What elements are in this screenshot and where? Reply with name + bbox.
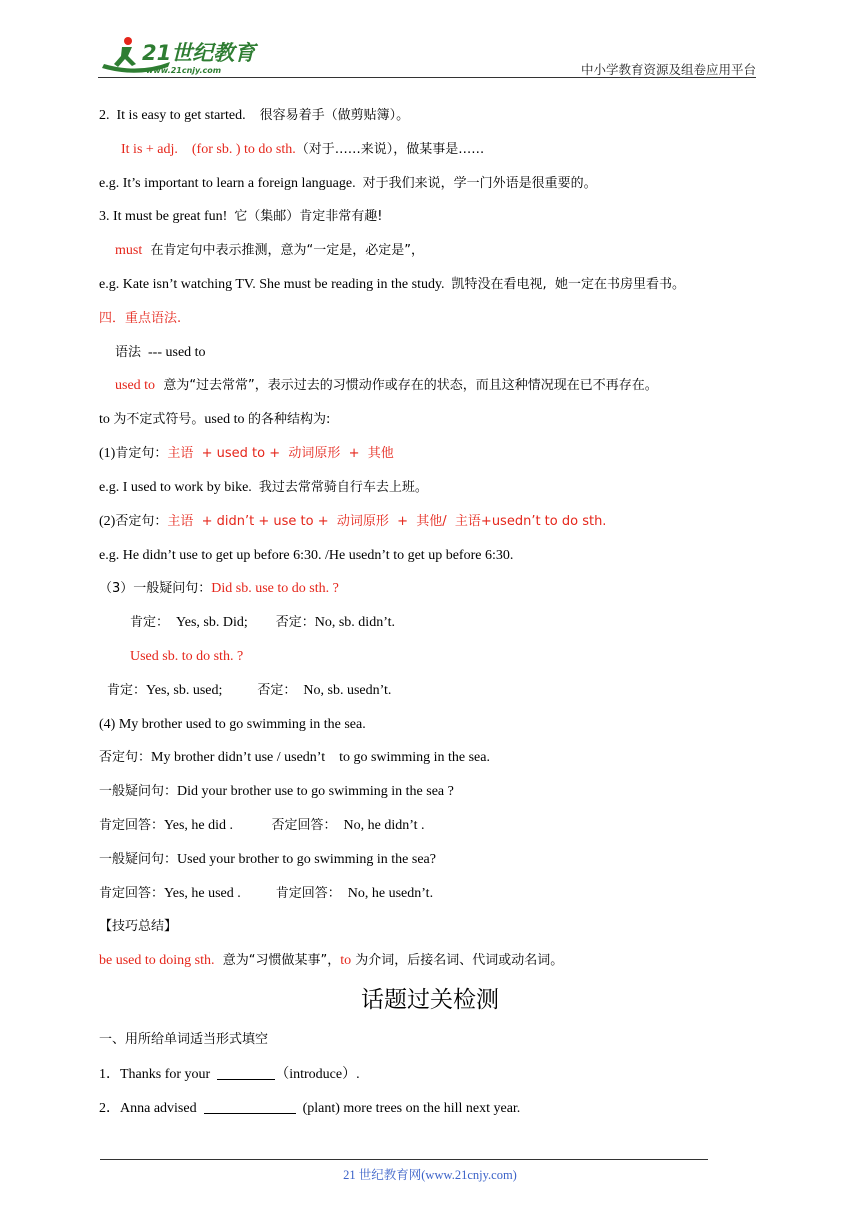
line-9: used to 意为“过去常常”，表示过去的习惯动作或存在的状态，而且这种情况现在已不再存在。 (115, 378, 658, 393)
line-21: 一般疑问句：Did your brother use to go swimming in the sea ? (99, 784, 454, 799)
page-header (98, 32, 756, 78)
tips-summary-heading: 【技巧总结】 (99, 919, 178, 934)
svg-text:21世纪教育: 21世纪教育 (142, 41, 256, 65)
line-23: 一般疑问句：Used your brother to go swimming in the sea? (99, 852, 436, 867)
line-20: 否定句：My brother didn’t use / usedn’t to go swimming in the sea. (99, 750, 490, 765)
line-3: e.g. It’s important to learn a foreign language. 对于我们来说，学一门外语是很重要的。 (99, 176, 597, 191)
section-heading-grammar: 四．重点语法. (99, 311, 182, 326)
question-1: 1．Thanks for your （introduce）. (99, 1067, 360, 1082)
line-22: 肯定回答：Yes, he did . 否定回答： No, he didn’t . (99, 818, 425, 833)
line-24: 肯定回答：Yes, he used . 肯定回答： No, he usedn’t. (99, 886, 434, 901)
line-16: 肯定： Yes, sb. Did; 否定：No, sb. didn’t. (130, 615, 395, 630)
footer-divider (100, 1159, 708, 1160)
line-12: e.g. I used to work by bike. 我过去常常骑自行车去上班。 (99, 480, 428, 495)
svg-text:www.21cnjy.com: www.21cnjy.com (146, 66, 222, 75)
line-6: e.g. Kate isn’t watching TV. She must be reading in the study. 凯特没在看电视, 她一定在书房里看书。 (99, 277, 685, 292)
footer-link[interactable]: 21 世纪教育网(www.21cnjy.com) (343, 1168, 517, 1182)
line-15: （3）一般疑问句：Did sb. use to do sth. ? (99, 581, 339, 596)
line-26: be used to doing sth. 意为“习惯做某事”，to 为介词，后接名词、代词或动名词。 (99, 953, 564, 968)
site-logo (98, 34, 273, 76)
line-18: 肯定：Yes, sb. used; 否定： No, sb. usedn’t. (107, 683, 392, 698)
line-1: 2. It is easy to get started. 很容易着手（做剪贴簿）。 (99, 108, 410, 123)
answer-blank-2[interactable] (204, 1099, 296, 1114)
line-17: Used sb. to do sth. ? (130, 649, 244, 664)
answer-blank-1[interactable] (217, 1065, 275, 1080)
header-divider (98, 77, 756, 78)
platform-name: 中小学教育资源及组卷应用平台 (580, 62, 756, 77)
line-4: 3. It must be great fun! 它（集邮）肯定非常有趣! (99, 209, 383, 224)
line-13: (2)否定句：主语 + didn’t + use to + 动词原形 + 其他/ 主语+usedn’t to do sth. (99, 514, 607, 529)
line-11: (1)肯定句：主语 + used to + 动词原形 + 其他 (99, 446, 394, 461)
question-2: 2．Anna advised (plant) more trees on the hill next year. (99, 1101, 521, 1116)
line-19: (4) My brother used to go swimming in the sea. (99, 717, 366, 732)
line-14: e.g. He didn’t use to get up before 6:30. /He usedn’t to get up before 6:30. (99, 548, 514, 563)
line-5: must 在肯定句中表示推测，意为“一定是，必定是”， (115, 243, 424, 258)
line-2: It is + adj. (for sb. ) to do sth.（对于……来说），做某事是…… (121, 142, 485, 157)
line-8: 语法 --- used to (115, 345, 206, 360)
section-1-heading: 一、用所给单词适当形式填空 (99, 1032, 269, 1047)
line-10: to 为不定式符号。used to 的各种结构为: (99, 412, 331, 427)
page-title: 话题过关检测 (361, 987, 499, 1013)
